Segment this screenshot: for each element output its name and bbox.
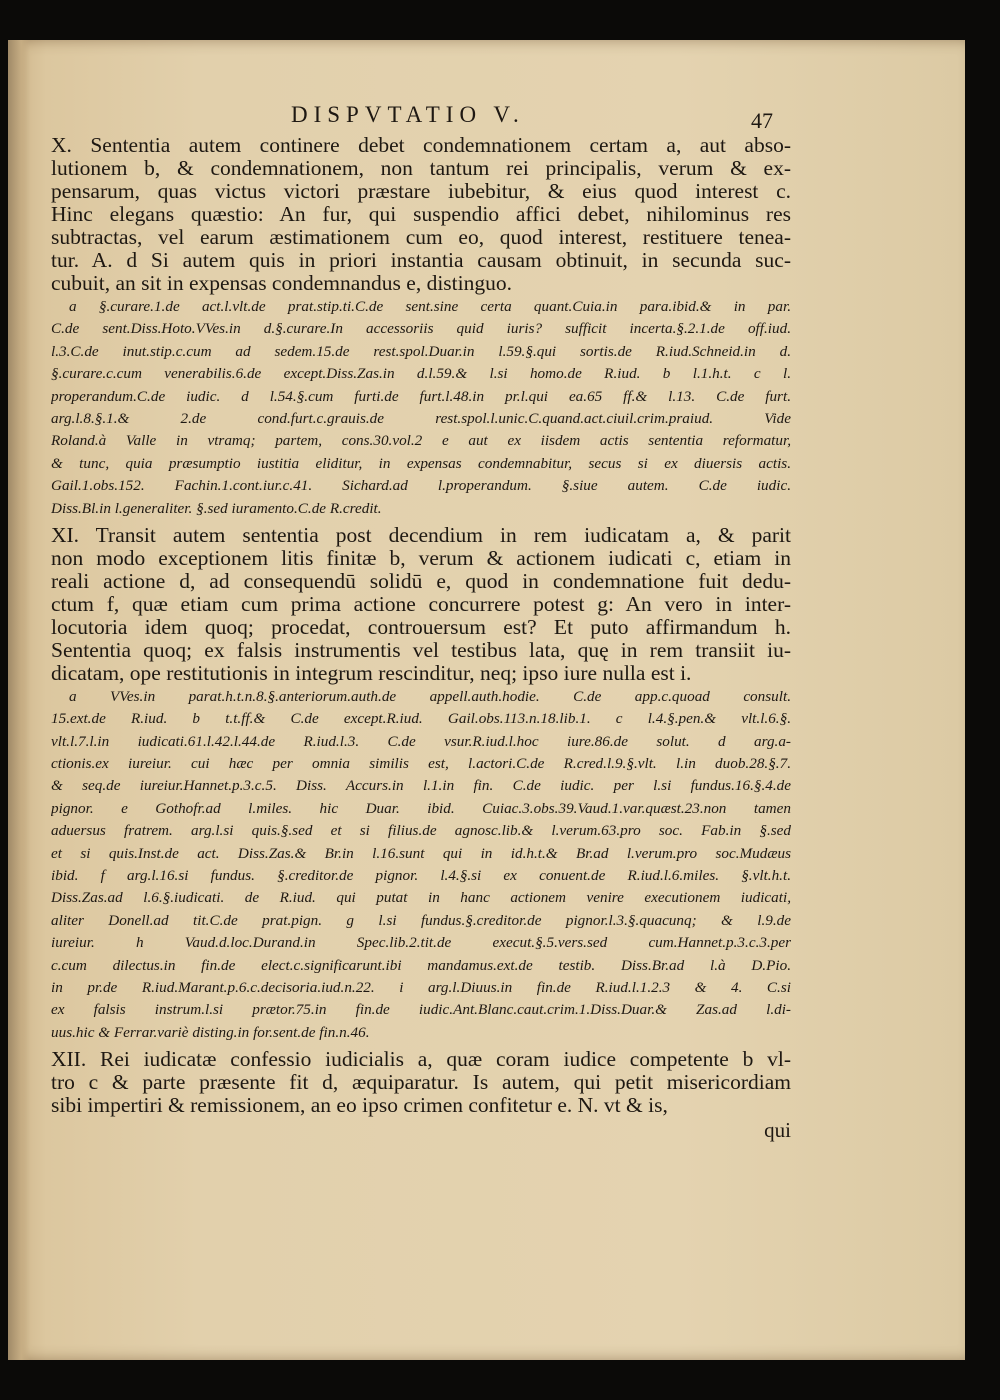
section-text <box>51 1048 791 1117</box>
footnote-line: & seq.de iureiur.Hannet.p.3.c.5. Diss. Accurs.in l.1.in fin. C.de iudic. per l.si fundus.16.§.4.de <box>51 777 791 795</box>
text-line: non modo exceptionem litis finitæ b, verum & actionem iudicati c, etiam in <box>51 546 791 570</box>
footnote-line: aduersus fratrem. arg.l.si quis.§.sed et si filius.de agnosc.lib.& l.verum.63.pro soc. Fab.in §.sed <box>51 822 791 840</box>
footnote-line: c.cum dilectus.in fin.de elect.c.significarunt.ibi mandamus.ext.de testib. Diss.Br.ad l.à D.Pio. <box>51 956 791 974</box>
section-3 <box>51 1048 791 1117</box>
footnote-line: vlt.l.7.l.in iudicati.61.l.42.l.44.de R.iud.l.3. C.de vsur.R.iud.l.hoc iure.86.de solut. d arg.a- <box>51 732 791 750</box>
text-line: X. Sententia autem continere debet condemnationem certam a, aut abso- <box>51 134 791 157</box>
footnote-line: ctionis.ex iureiur. cui hæc per omnia similis est, l.actori.C.de R.cred.l.9.§.vlt. l.in duob.28.§.7. <box>51 755 791 773</box>
footnote-line: in pr.de R.iud.Marant.p.6.c.decisoria.iud.n.22. i arg.l.Diuus.in fin.de R.iud.l.1.2.3 & 4. C.si <box>51 978 791 996</box>
footnote-line: arg.l.8.§.1.& 2.de cond.furt.c.grauis.de rest.spol.l.unic.C.quand.act.ciuil.crim.praiud. Vide <box>51 409 791 427</box>
footnote-line: uus.hic & Ferrar.variè disting.in for.sent.de fin.n.46. <box>51 1023 370 1041</box>
text-line: subtractas, vel earum æstimationem cum eo, quod interest, restituere tenea- <box>51 226 791 249</box>
section-text <box>51 134 791 295</box>
text-line: Hinc elegans quæstio: An fur, qui suspendio affici debet, nihilominus res <box>51 203 791 226</box>
footnote-line: Diss.Zas.ad l.6.§.iudicati. de R.iud. qui putat in hanc actionem venire executionem iudicati, <box>51 889 791 907</box>
text-line: tro c & parte præsente fit d, æquiparatur. Is autem, qui petit misericordiam <box>51 1071 791 1095</box>
sections-container <box>51 134 791 1117</box>
text-line: cubuit, an sit in expensas condemnandus e, distinguo. <box>51 272 512 295</box>
footnote-line: ibid. f arg.l.16.si fundus. §.creditor.de pignor. l.4.§.si ex conuent.de R.iud.l.6.miles. §.vlt.h.t. <box>51 867 791 885</box>
footnote-line: a VVes.in parat.h.t.n.8.§.anteriorum.auth.de appell.auth.hodie. C.de app.c.quoad consult. <box>69 687 791 705</box>
text-line: lutionem b, & condemnationem, non tantum rei principalis, verum & ex- <box>51 157 791 180</box>
page-content <box>51 100 791 1142</box>
footnote-line: §.curare.c.cum venerabilis.6.de except.Diss.Zas.in d.l.59.& l.si homo.de R.iud. b l.1.h.t. c l. <box>51 365 791 383</box>
footnote-line: iureiur. h Vaud.d.loc.Durand.in Spec.lib.2.tit.de execut.§.5.vers.sed cum.Hannet.p.3.c.3.per <box>51 934 791 952</box>
running-head: DISPVTATIO V. <box>291 102 525 127</box>
footnote-line: Gail.1.obs.152. Fachin.1.cont.iur.c.41. Sichard.ad l.properandum. §.siue autem. C.de iudic. <box>51 477 791 495</box>
text-line: XI. Transit autem sententia post decendium in rem iudicatam a, & parit <box>51 523 791 547</box>
footnote-line: et si quis.Inst.de act. Diss.Zas.& Br.in l.16.sunt qui in id.h.t.& Br.ad l.verum.pro soc.Mudæus <box>51 844 791 862</box>
text-line: pensarum, quas victus victori præstare iubebitur, & eius quod interest c. <box>51 180 791 203</box>
section-text <box>51 524 791 685</box>
section-1 <box>51 134 791 520</box>
text-line: Sententia quoq; ex falsis instrumentis vel testibus lata, quę in rem transiit iu- <box>51 638 791 662</box>
page-spine-shadow <box>8 40 30 1360</box>
footnote-line: aliter Donell.ad tit.C.de prat.pign. g l.si fundus.§.creditor.de pignor.l.3.§.quacunq; & l.9.de <box>51 911 791 929</box>
section-2 <box>51 524 791 1044</box>
footnote-line: & tunc, quia præsumptio iustitia eliditur, in expensas condemnabitur, secus si ex diuersis actis. <box>51 454 791 472</box>
page-header <box>51 100 791 134</box>
footnote-line: l.3.C.de inut.stip.c.cum ad sedem.15.de rest.spol.Duar.in l.59.§.qui sortis.de R.iud.Schneid.in d. <box>51 342 791 360</box>
text-line: locutoria idem quoq; procedat, controuersum est? Et puto affirmandum h. <box>51 615 791 639</box>
text-line: tur. A. d Si autem quis in priori instantia causam obtinuit, in secunda suc- <box>51 249 791 272</box>
text-line: reali actione d, ad consequendū solidū e, quod in condemnatione fuit dedu- <box>51 569 791 593</box>
text-line: ctum f, quæ etiam cum prima actione concurrere potest g: An vero in inter- <box>51 592 791 616</box>
footnotes <box>51 686 791 1044</box>
footnote-line: ex falsis instrum.l.si prætor.75.in fin.de iudic.Ant.Blanc.caut.crim.1.Diss.Duar.& Zas.ad l.di- <box>51 1001 791 1019</box>
text-line: XII. Rei iudicatæ confessio iudicialis a, quæ coram iudice competente b vl- <box>51 1048 791 1072</box>
catchword: qui <box>764 1118 791 1143</box>
page-number: 47 <box>751 108 773 133</box>
footnote-line: Diss.Bl.in l.generaliter. §.sed iuramento.C.de R.credit. <box>51 499 382 517</box>
footnote-line: pignor. e Gothofr.ad l.miles. hic Duar. ibid. Cuiac.3.obs.39.Vaud.1.var.quæst.23.non tamen <box>51 799 791 817</box>
footnote-line: 15.ext.de R.iud. b t.t.ff.& C.de except.R.iud. Gail.obs.113.n.18.lib.1. c l.4.§.pen.& vlt.l.6.§. <box>51 710 791 728</box>
text-line: sibi impertiri & remissionem, an eo ipso crimen confitetur e. N. vt & is, <box>51 1094 668 1118</box>
text-line: dicatam, ope restitutionis in integrum rescinditur, neq; ipso iure nulla est i. <box>51 661 692 685</box>
footnote-line: Roland.à Valle in vtramq; partem, cons.30.vol.2 e aut ex iisdem actis sententia reformatur, <box>51 432 791 450</box>
footnote-line: C.de sent.Diss.Hoto.VVes.in d.§.curare.In accessoriis quid iuris? sufficit incerta.§.2.1.de off.iud. <box>51 320 791 338</box>
book-page <box>8 40 965 1360</box>
footnotes <box>51 296 791 520</box>
footnote-line: a §.curare.1.de act.l.vlt.de prat.stip.ti.C.de sent.sine certa quant.Cuia.in para.ibid.& in par. <box>69 298 791 315</box>
footnote-line: properandum.C.de iudic. d l.54.§.cum furti.de furt.l.48.in pr.l.qui ea.65 ff.& l.13. C.de furt. <box>51 387 791 405</box>
